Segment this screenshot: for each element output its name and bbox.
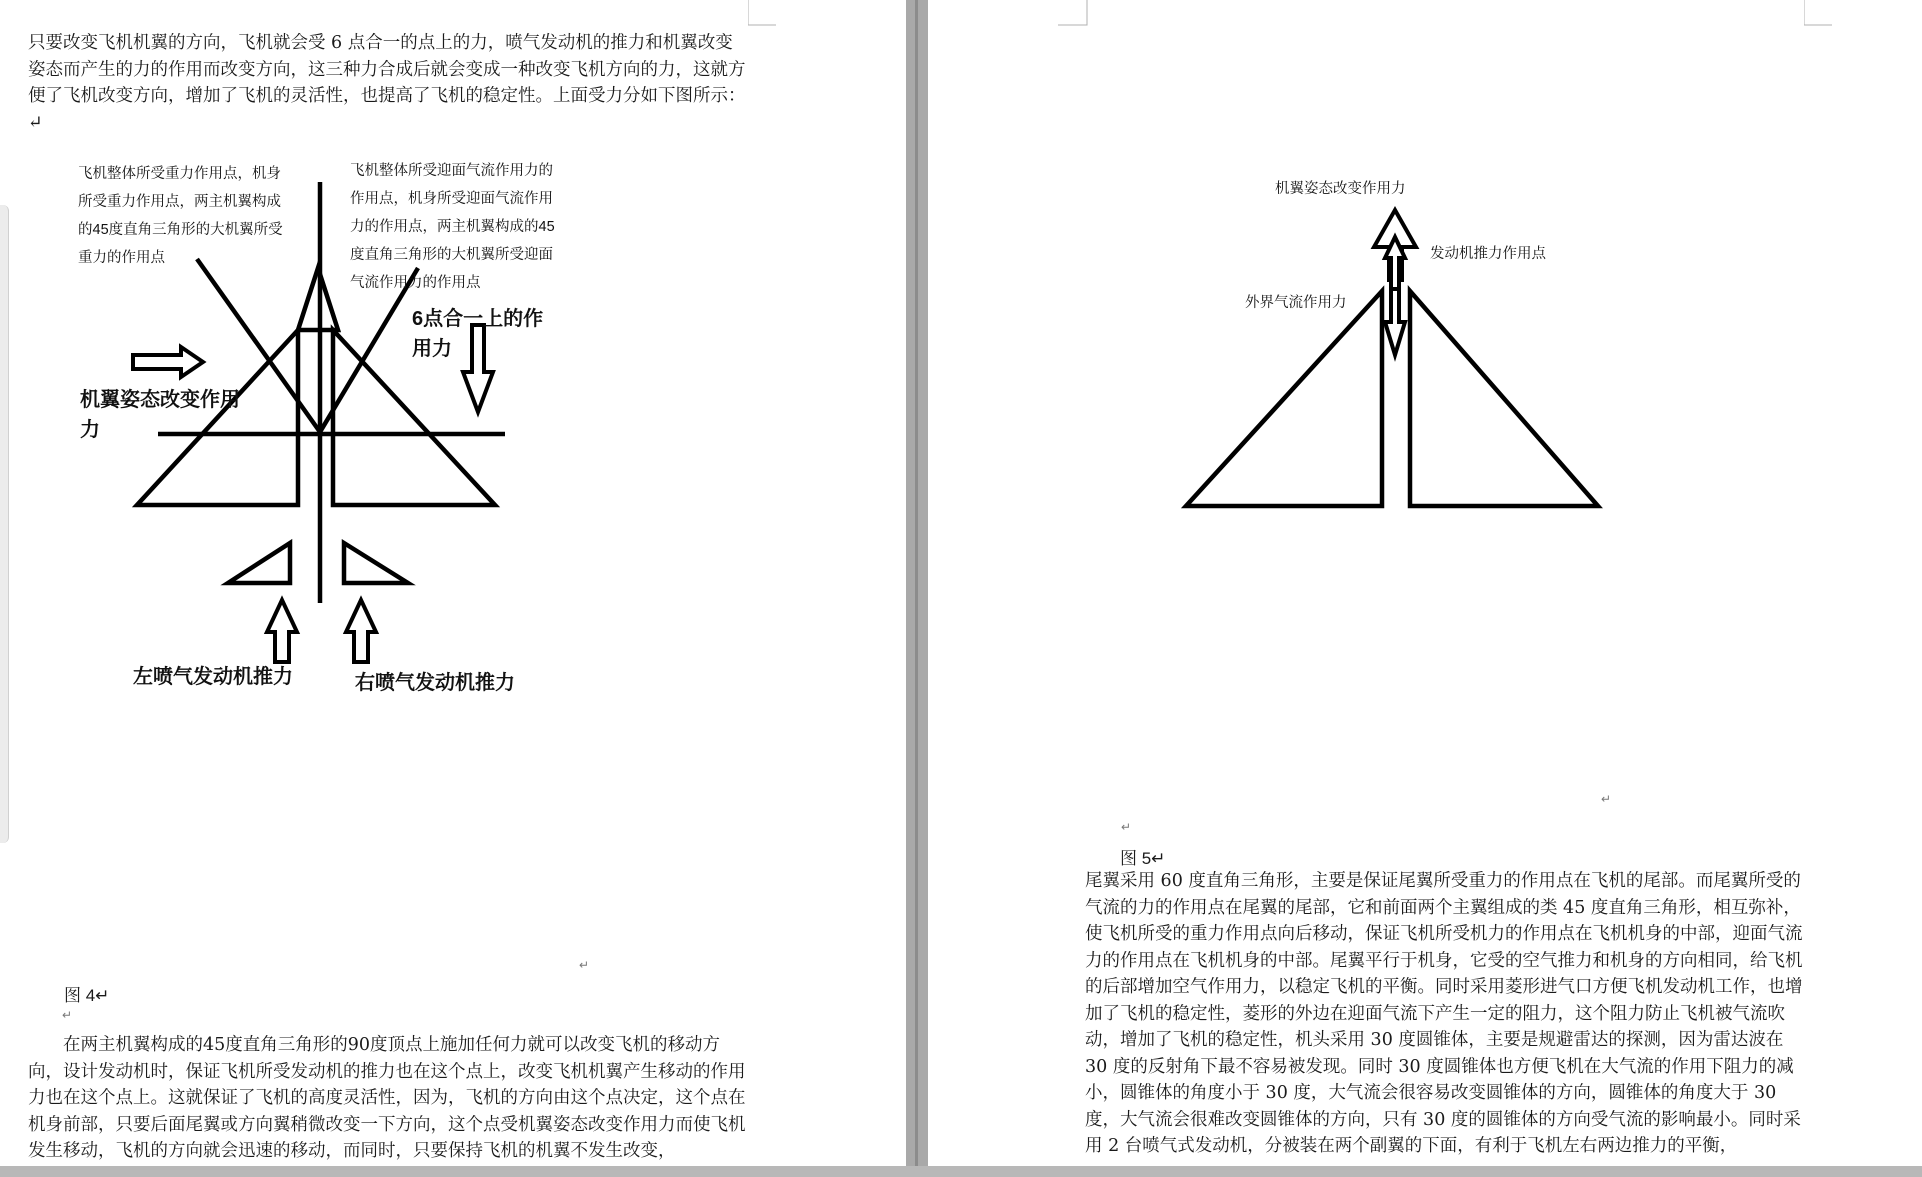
paragraph-top: 只要改变飞机机翼的方向，飞机就会受 6 点合一的点上的力，喷气发动机的推力和机翼改变姿态而产生的力的作用而改变方向，这三种力合成后就会变成一种改变飞机方向的力，这就方便了飞机改变方向，增加了飞机的灵活性，也提高了飞机的稳定性。上面受力分如下图所示：↵	[28, 33, 746, 133]
right-tail-triangle	[344, 543, 408, 583]
label-wing-attitude-force: 机翼姿态改变作用力	[80, 389, 240, 441]
figure-5-diagram	[928, 0, 1922, 560]
label-wing-attitude-force: 机翼姿态改变作用力	[1275, 181, 1406, 197]
right-wing-triangle	[1410, 291, 1598, 506]
label-left-engine-thrust: 左喷气发动机推力	[133, 666, 293, 688]
label-airflow-point: 飞机整体所受迎面气流作用力的作用点，机身所受迎面气流作用力的作用点，两主机翼构成的45度直角三角形的大机翼所受迎面气流作用力的作用点	[350, 163, 555, 291]
side-panel-handle[interactable]	[0, 205, 9, 843]
paragraph-mark: ↵	[62, 1008, 73, 1022]
paragraph-bottom: 在两主机翼构成的45度直角三角形的90度顶点上施加任何力就可以改变飞机的移动方向，设计发动机时，保证飞机所受发动机的推力也在这个点上，改变飞机机翼产生移动的作用力也在这个点上。这就保证了飞机的高度灵活性，因为，飞机的方向由这个点决定，这个点在机身前部，只要后面尾翼或方向翼稍微改变一下方向，这个点受机翼姿态改变作用力而使飞机发生移动，飞机的方向就会迅速的移动，而同时，只要保持飞机的机翼不发生改变，	[28, 1035, 746, 1161]
arrow-up-right-engine-icon	[346, 600, 376, 662]
arrow-right-icon	[133, 347, 203, 377]
horizontal-scrollbar[interactable]	[0, 1166, 1922, 1177]
figure-5-caption: 图 5↵	[1120, 849, 1166, 868]
label-engine-thrust-point: 发动机推力作用点	[1430, 246, 1546, 262]
paragraph-mark: ↵	[1121, 820, 1132, 834]
label-right-engine-thrust: 右喷气发动机推力	[355, 672, 515, 694]
figure-4-caption: 图 4↵	[64, 986, 110, 1005]
label-six-points-force: 6点合一上的作用力	[412, 308, 544, 360]
label-gravity-point: 飞机整体所受重力作用点，机身所受重力作用点，两主机翼构成的45度直角三角形的大机翼所受重力的作用点	[78, 166, 283, 266]
arrow-up-left-engine-icon	[267, 600, 297, 662]
page-divider	[915, 0, 918, 1177]
paragraph-mark: ↵	[579, 958, 590, 972]
document-page-right	[928, 0, 1922, 1168]
paragraph-right: 尾翼采用 60 度直角三角形，主要是保证尾翼所受重力的作用点在飞机的尾部。而尾翼所受的气流的力的作用点在尾翼的尾部，它和前面两个主翼组成的类 45 度直角三角形，相互弥补，使飞机所受的重力作用点向后移动，保证飞机所受机力的作用点在飞机机身的中部，迎面气流力的作用点在飞机机身的中部。尾翼平行于机身，它受的空气推力和机身的方向相同，给飞机的后部增加空气作用力，以稳定飞机的平衡。同时采用菱形进气口方便飞机发动机工作，也增加了飞机的稳定性，菱形的外边在迎面气流下产生一定的阻力，这个阻力防止飞机被气流吹动，增加了飞机的稳定性，机头采用 30 度圆锥体，主要是规避雷达的探测，因为雷达波在 30 度的反射角下最不容易被发现。同时 30 度圆锥体也方便飞机在大气流的作用下阻力的减小，圆锥体的角度小于 30 度，大气流会很容易改变圆锥体的方向，圆锥体的角度大于 30 度，大气流会很难改变圆锥体的方向，只有 30 度的圆锥体的方向受气流的影响最小。同时采用 2 台喷气式发动机，分被装在两个副翼的下面，有利于飞机左右两边推力的平衡，	[1085, 871, 1803, 1156]
left-wing-triangle	[1186, 291, 1382, 506]
label-external-airflow: 外界气流作用力	[1245, 295, 1347, 311]
paragraph-mark: ↵	[1601, 792, 1612, 806]
left-tail-triangle	[228, 543, 290, 583]
document-page-left	[0, 0, 906, 1168]
